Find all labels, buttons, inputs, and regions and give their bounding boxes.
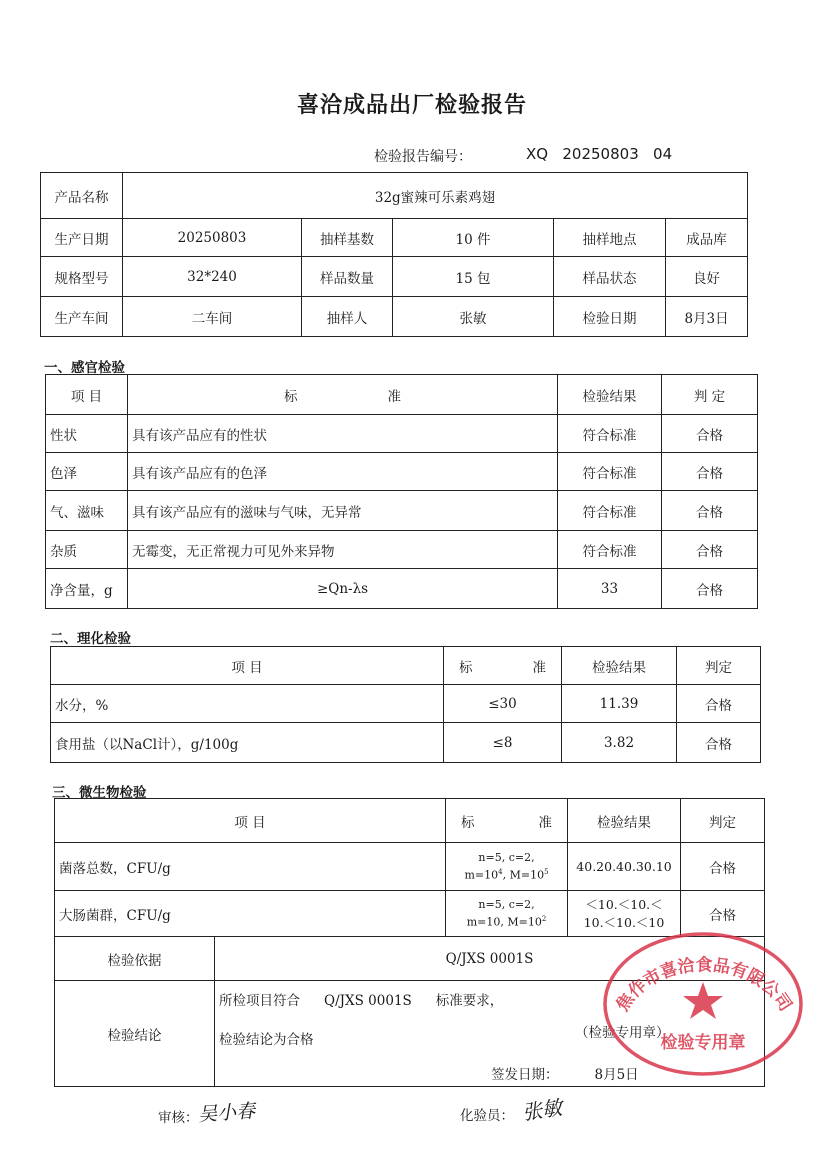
sensory-header-item: 项 目	[46, 375, 128, 415]
issue-date-label: 签发日期：	[491, 1067, 559, 1083]
micro-header-item: 项 目	[55, 799, 446, 843]
conclusion-line1-a: 所检项目符合	[219, 993, 300, 1009]
micro-result: 40.20.40.30.10	[568, 843, 681, 891]
sensory-item: 净含量，g	[46, 569, 128, 609]
sample-qty-label: 样品数量	[302, 257, 393, 297]
table-row	[46, 491, 758, 531]
micro-header-result: 检验结果	[568, 799, 681, 843]
sensory-judge: 合格	[662, 531, 758, 569]
prod-date-value: 20250803	[123, 219, 302, 257]
sensory-heading: 一、感官检验	[44, 360, 125, 376]
report-title: 喜洽成品出厂检验报告	[296, 93, 527, 118]
table-row	[51, 685, 761, 723]
sensory-standard: 具有该产品应有的性状	[128, 415, 558, 453]
physchem-header-judge: 判定	[677, 647, 761, 685]
sensory-judge: 合格	[662, 453, 758, 491]
stamp-sub-text: 检验专用章	[660, 1033, 746, 1053]
sensory-result: 符合标准	[558, 491, 662, 531]
micro-item: 大肠菌群，CFU/g	[55, 891, 446, 937]
sensory-judge: 合格	[662, 569, 758, 609]
micro-heading: 三、微生物检验	[52, 785, 147, 801]
micro-standard: n=5, c=2, m=10, $M=10^2$	[446, 891, 568, 937]
sample-qty-value: 15 包	[393, 257, 554, 297]
sensory-result: 符合标准	[558, 453, 662, 491]
spec-label: 规格型号	[41, 257, 123, 297]
physchem-standard: ≤30	[444, 685, 562, 723]
physchem-header-standard: 标 准	[444, 647, 562, 685]
inspect-date-label: 检验日期	[554, 297, 666, 337]
tester-signature: 张敏	[520, 1095, 564, 1125]
sensory-standard: 无霉变，无正常视力可见外来异物	[128, 531, 558, 569]
sensory-item: 色泽	[46, 453, 128, 491]
sensory-standard: 具有该产品应有的滋味与气味，无异常	[128, 491, 558, 531]
micro-item: 菌落总数，CFU/g	[55, 843, 446, 891]
sensory-item: 杂质	[46, 531, 128, 569]
physchem-item: 食用盐（以NaCl计），g/100g	[51, 723, 444, 763]
sample-place-value: 成品库	[666, 219, 748, 257]
workshop-value: 二车间	[123, 297, 302, 337]
stamp-note: （检验专用章）	[575, 1025, 670, 1041]
sensory-header-result: 检验结果	[558, 375, 662, 415]
sensory-judge: 合格	[662, 415, 758, 453]
physchem-table	[50, 646, 761, 763]
sensory-result: 符合标准	[558, 531, 662, 569]
micro-judge: 合格	[681, 891, 765, 937]
tester-label: 化验员：	[460, 1108, 514, 1124]
sensory-header-standard: 标 准	[128, 375, 558, 415]
stamp-arc-text: 焦作市喜洽食品有限公司	[612, 955, 796, 1016]
physchem-standard: ≤8	[444, 723, 562, 763]
physchem-item: 水分，%	[51, 685, 444, 723]
conclusion-label: 检验结论	[55, 981, 215, 1087]
sampler-value: 张敏	[393, 297, 554, 337]
conclusion-line1-c: 标准要求，	[435, 993, 504, 1009]
review-signature: 吴小春	[197, 1100, 256, 1126]
sensory-header-judge: 判 定	[662, 375, 758, 415]
micro-judge: 合格	[681, 843, 765, 891]
basis-value: Q/JXS 0001S	[215, 937, 765, 981]
sample-state-value: 良好	[666, 257, 748, 297]
table-row	[55, 843, 765, 891]
report-number-label: 检验报告编号：	[374, 149, 472, 165]
review-label: 审核：	[158, 1110, 199, 1126]
sample-base-value: 10 件	[393, 219, 554, 257]
inspect-date-value: 8月3日	[666, 297, 748, 337]
micro-header-standard: 标 准	[446, 799, 568, 843]
product-name-label: 产品名称	[41, 173, 123, 219]
physchem-judge: 合格	[677, 685, 761, 723]
report-number-value: XQ 20250803 04	[526, 145, 673, 163]
prod-date-label: 生产日期	[41, 219, 123, 257]
physchem-result: 3.82	[562, 723, 677, 763]
report-number	[374, 145, 673, 166]
workshop-label: 生产车间	[41, 297, 123, 337]
table-row	[46, 569, 758, 609]
conclusion-line1-b: Q/JXS 0001S	[324, 993, 412, 1009]
product-name-value: 32g蜜辣可乐素鸡翅	[123, 173, 748, 219]
physchem-result: 11.39	[562, 685, 677, 723]
spec-value: 32*240	[123, 257, 302, 297]
physchem-header-item: 项 目	[51, 647, 444, 685]
table-row	[51, 723, 761, 763]
conclusion-line2: 检验结论为合格	[219, 1032, 314, 1048]
table-row	[46, 415, 758, 453]
physchem-judge: 合格	[677, 723, 761, 763]
basis-label: 检验依据	[55, 937, 215, 981]
company-stamp	[600, 930, 805, 1078]
table-row	[46, 453, 758, 491]
sensory-item: 性状	[46, 415, 128, 453]
sensory-result: 符合标准	[558, 415, 662, 453]
physchem-heading: 二、理化检验	[50, 631, 131, 647]
sample-state-label: 样品状态	[554, 257, 666, 297]
issue-date-value: 8月5日	[594, 1067, 639, 1083]
physchem-header-result: 检验结果	[562, 647, 677, 685]
sensory-standard: ≥Qn-λs	[128, 569, 558, 609]
sample-base-label: 抽样基数	[302, 219, 393, 257]
sensory-judge: 合格	[662, 491, 758, 531]
micro-standard: n=5, c=2, $m=10^4$, $M=10^5$	[446, 843, 568, 891]
sensory-standard: 具有该产品应有的色泽	[128, 453, 558, 491]
sensory-table	[45, 374, 758, 609]
stamp-star-icon	[683, 982, 723, 1019]
micro-result: ＜10.＜10.＜ 10.＜10.＜10	[568, 891, 681, 937]
sampler-label: 抽样人	[302, 297, 393, 337]
micro-header-judge: 判定	[681, 799, 765, 843]
product-info-table	[40, 172, 748, 337]
sample-place-label: 抽样地点	[554, 219, 666, 257]
table-row	[46, 531, 758, 569]
sensory-item: 气、滋味	[46, 491, 128, 531]
sensory-result: 33	[558, 569, 662, 609]
